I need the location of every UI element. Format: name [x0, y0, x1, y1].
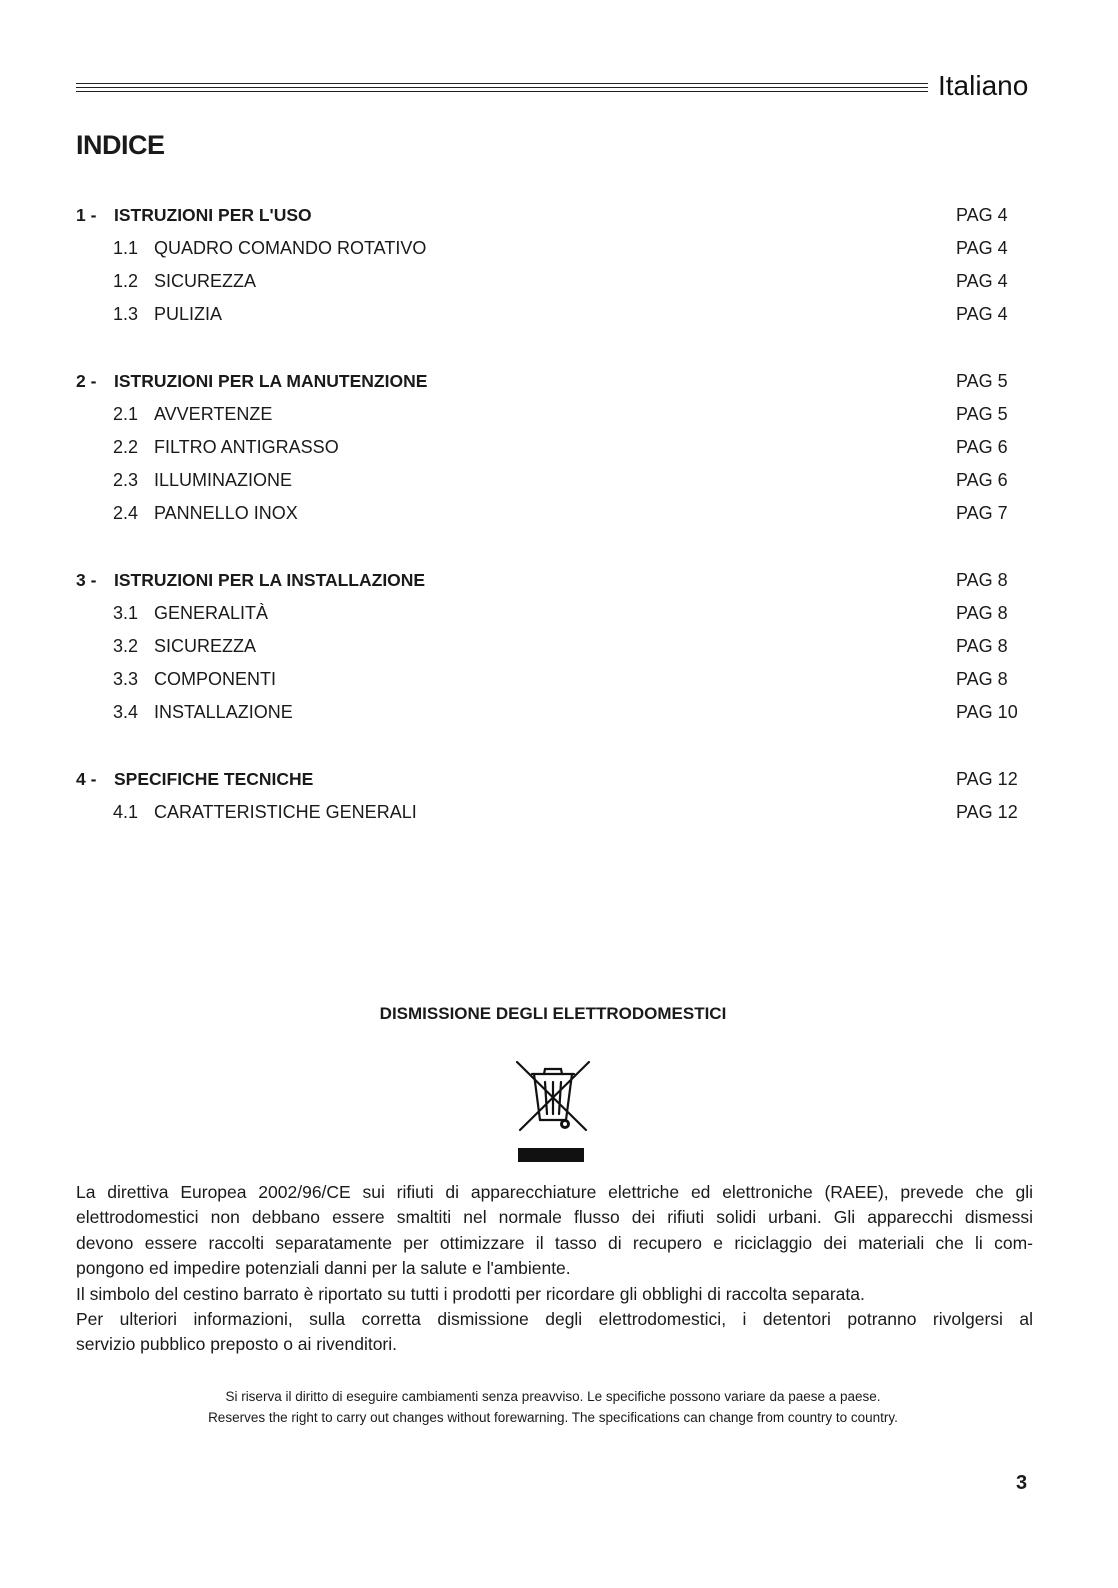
toc-entry-label: PULIZIA [154, 304, 223, 324]
disposal-line: elettrodomestici non debbano essere smaltiti nel normale flusso dei rifiuti solidi urbani. Gli apparecchi dismessi [76, 1207, 1033, 1228]
toc-entry-label: QUADRO COMANDO ROTATIVO [154, 238, 427, 258]
toc-entry-page: PAG 6 [956, 437, 1008, 457]
toc-entry-page: PAG 6 [956, 470, 1008, 490]
toc-entry-number: 3.4 [113, 702, 139, 722]
toc-entry-label: CARATTERISTICHE GENERALI [154, 802, 417, 822]
toc-section-heading [76, 200, 1036, 233]
toc-entry-label: FILTRO ANTIGRASSO [154, 437, 339, 457]
toc-entry-label: ISTRUZIONI PER LA MANUTENZIONE [114, 371, 428, 391]
toc-entry-number: 2.2 [113, 437, 139, 457]
disposal-line: servizio pubblico preposto o ai rivenditori. [76, 1334, 397, 1355]
toc-section [76, 200, 1036, 332]
toc-entry [76, 664, 1036, 697]
toc-entry [76, 465, 1036, 498]
toc-section-heading [76, 366, 1036, 399]
toc-entry-number: 1.2 [113, 271, 139, 291]
toc-entry-label: SPECIFICHE TECNICHE [114, 769, 314, 789]
toc-entry-number: 1.1 [113, 238, 139, 258]
toc-entry-label: SICUREZZA [154, 636, 257, 656]
toc-entry [76, 797, 1036, 830]
toc-entry-number: 4.1 [113, 802, 139, 822]
toc-entry [76, 498, 1036, 531]
toc-entry-page: PAG 4 [956, 238, 1008, 258]
disposal-line: La direttiva Europea 2002/96/CE sui rifiuti di apparecchiature elettriche ed elettroniche (RAEE), prevede che gli [76, 1182, 1033, 1202]
toc-entry-number: 2.1 [113, 404, 139, 424]
disposal-line: Il simbolo del cestino barrato è riportato su tutti i prodotti per ricordare gli obblighi di raccolta separata. [76, 1283, 865, 1304]
toc-entry-number: 2.4 [113, 503, 139, 523]
toc-section-heading [76, 565, 1036, 598]
toc-entry [76, 631, 1036, 664]
toc-entry-page: PAG 5 [956, 404, 1008, 424]
toc-entry [76, 697, 1036, 730]
toc-entry-number: 1.3 [113, 304, 139, 324]
toc-entry-label: ISTRUZIONI PER L'USO [114, 205, 312, 225]
header-rule [76, 83, 928, 95]
toc-entry [76, 299, 1036, 332]
table-of-contents [76, 200, 1036, 864]
toc-section [76, 764, 1036, 830]
toc-entry-page: PAG 4 [956, 205, 1008, 225]
crossed-out-wheelie-bin-icon [514, 1058, 592, 1164]
toc-entry-page: PAG 8 [956, 570, 1008, 590]
toc-entry-number: 2 - [76, 371, 97, 391]
toc-entry-number: 3.2 [113, 636, 139, 656]
disclaimer-italian: Si riserva il diritto di eseguire cambiamenti senza preavviso. Le specifiche possono variare da paese a paese. [225, 1389, 881, 1404]
disposal-paragraph [76, 1180, 1033, 1358]
page-title: INDICE [76, 130, 165, 160]
toc-entry-label: ILLUMINAZIONE [154, 470, 293, 490]
toc-entry-number: 3.3 [113, 669, 139, 689]
toc-entry-label: COMPONENTI [154, 669, 277, 689]
toc-section [76, 565, 1036, 730]
toc-entry-number: 3 - [76, 570, 97, 590]
toc-entry-label: AVVERTENZE [154, 404, 273, 424]
toc-entry-label: SICUREZZA [154, 271, 257, 291]
toc-entry-page: PAG 8 [956, 603, 1008, 623]
disposal-line: pongono ed impedire potenziali danni per la salute e l'ambiente. [76, 1258, 571, 1279]
toc-entry-page: PAG 12 [956, 769, 1018, 789]
toc-entry-label: ISTRUZIONI PER LA INSTALLAZIONE [114, 570, 426, 590]
toc-entry-number: 3.1 [113, 603, 139, 623]
disposal-title: DISMISSIONE DEGLI ELETTRODOMESTICI [379, 1004, 727, 1023]
toc-entry-page: PAG 10 [956, 702, 1018, 722]
toc-entry [76, 399, 1036, 432]
toc-entry-label: PANNELLO INOX [154, 503, 298, 523]
toc-entry-page: PAG 4 [956, 304, 1008, 324]
toc-entry [76, 432, 1036, 465]
toc-entry-page: PAG 8 [956, 636, 1008, 656]
toc-entry-number: 1 - [76, 205, 97, 225]
toc-entry [76, 598, 1036, 631]
toc-section-heading [76, 764, 1036, 797]
disclaimer-notice [0, 1386, 1106, 1428]
toc-entry-page: PAG 5 [956, 371, 1008, 391]
toc-entry-number: 2.3 [113, 470, 139, 490]
page-number: 3 [1016, 1472, 1028, 1494]
toc-entry-label: GENERALITÀ [154, 603, 269, 623]
toc-entry-label: INSTALLAZIONE [154, 702, 293, 722]
toc-entry-page: PAG 12 [956, 802, 1018, 822]
toc-entry-page: PAG 8 [956, 669, 1008, 689]
toc-entry-page: PAG 7 [956, 503, 1008, 523]
toc-entry [76, 266, 1036, 299]
toc-entry [76, 233, 1036, 266]
language-label: Italiano [938, 70, 1029, 101]
disclaimer-english: Reserves the right to carry out changes without forewarning. The specifications can change from country to country. [208, 1410, 898, 1425]
toc-entry-number: 4 - [76, 769, 97, 789]
toc-section [76, 366, 1036, 531]
disposal-line: devono essere raccolti separatamente per ottimizzare il tasso di recupero e riciclaggio dei materiali che li com- [76, 1232, 1033, 1253]
disposal-line: Per ulteriori informazioni, sulla corretta dismissione degli elettrodomestici, i detentori potranno rivolgersi al [76, 1309, 1033, 1330]
toc-entry-page: PAG 4 [956, 271, 1008, 291]
